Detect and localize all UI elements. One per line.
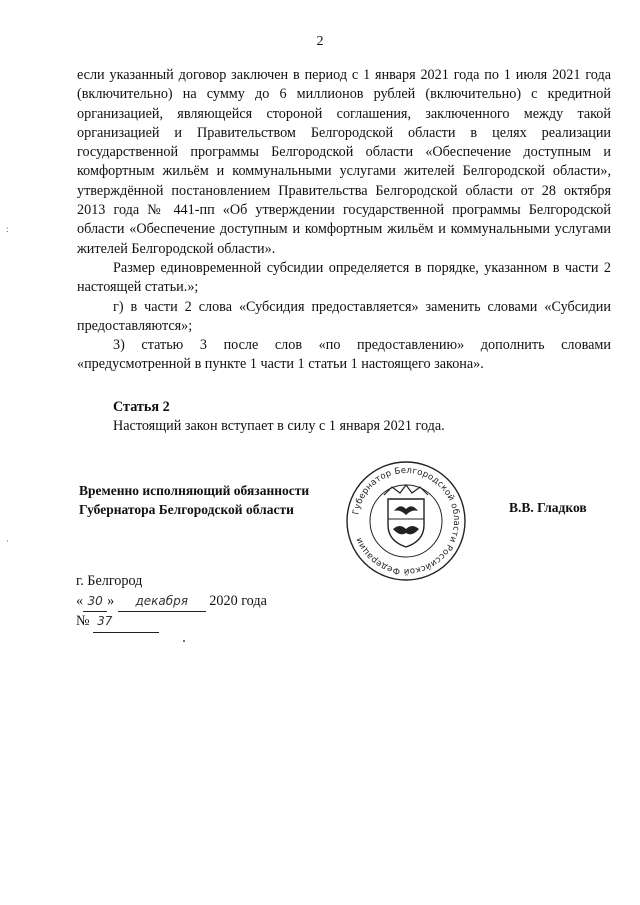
place-and-date <box>76 572 267 633</box>
governor-seal <box>344 459 468 583</box>
body-text <box>77 66 611 375</box>
date-line <box>76 592 267 613</box>
article-2 <box>113 398 445 437</box>
signer-position <box>79 482 309 519</box>
signer-position-line-2: Губернатора Белгородской области <box>79 501 294 517</box>
signer-name: В.В. Гладков <box>509 500 587 515</box>
signer-position-line-1: Временно исполняющий обязанности <box>79 483 310 498</box>
paragraph: Размер единовременной субсидии определяется в порядке, указанном в части 2 настоящей статьи.»; <box>77 259 611 296</box>
date-year: 2020 года <box>209 592 267 609</box>
number-label: № <box>76 613 90 629</box>
paragraph: если указанный договор заключен в период с 1 января 2021 года по 1 июля 2021 года (включительно) на сумму до 6 миллионов рублей (включительно) с кредитной организацией, являющейся стороной соглашения, заключенного между такой организацией и Правительством Белгородской области в целях реализации государственной программы Белгородской области «Обеспечение доступным и комфортным жильём и коммунальными услугами жителей Белгородской области», утверждённой постановлением Правительства Белгородской области от 28 октября 2013 года № 441-пп «Об утверждении государственной программы Белгородской области «Обеспечение доступным и комфортным жильём и коммунальными услугами жителей Белгородской области». <box>77 67 611 257</box>
coat-of-arms-icon <box>384 485 428 547</box>
scan-speck <box>183 640 185 642</box>
svg-text:Губернатор Белгородской област <box>351 466 461 576</box>
quote-open: « <box>76 592 84 609</box>
margin-mark: · <box>6 536 9 546</box>
city: г. Белгород <box>76 573 143 589</box>
margin-mark: : <box>6 224 9 234</box>
document-number-line <box>76 612 267 633</box>
date-month: декабря <box>118 592 206 613</box>
date-day: 30 <box>83 592 107 613</box>
paragraph: г) в части 2 слова «Субсидия предоставляется» заменить словами «Субсидии предоставляются»; <box>77 298 611 334</box>
article-title: Статья 2 <box>113 399 170 415</box>
page-number: 2 <box>316 34 324 49</box>
seal-text: Губернатор Белгородской области Российской Федерации <box>351 465 462 577</box>
paragraph: 3) статью 3 после слов «по предоставлению» дополнить словами «предусмотренной в пункте 1 части 1 статьи 1 настоящего закона». <box>77 337 611 373</box>
document-number: 37 <box>93 612 159 633</box>
article-text: Настоящий закон вступает в силу с 1 января 2021 года. <box>113 418 445 435</box>
quote-close: » <box>107 592 115 609</box>
